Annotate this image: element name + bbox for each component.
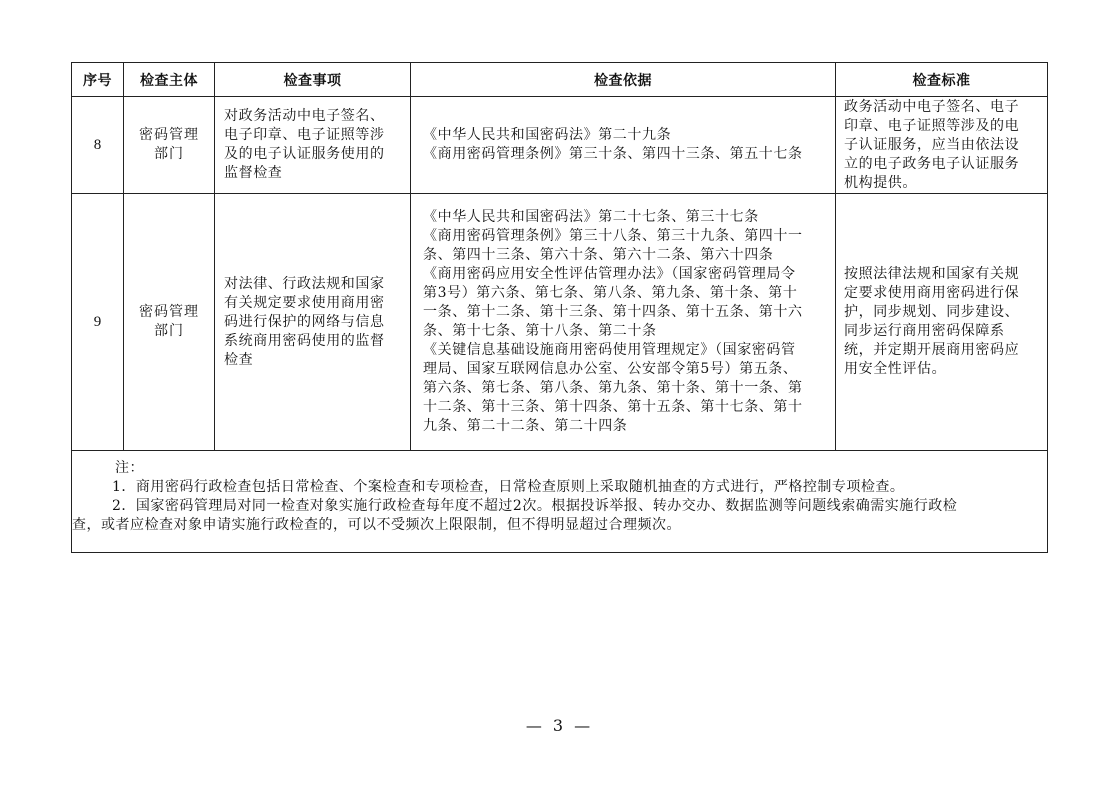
standard-line: 统，并定期开展商用密码应	[844, 342, 1020, 358]
row-subject: 密码管理部门	[139, 127, 199, 162]
note-2-line-1: 2．国家密码管理局对同一检查对象实施行政检查每年度不超过2次。根据投诉举报、转办交办、数据监测等问题线索确需实施行政检	[112, 498, 958, 514]
basis-line: 条、第十七条、第十八条、第二十条	[423, 323, 657, 339]
header-standard: 检查标准	[836, 63, 1048, 97]
basis-line: 《关键信息基础设施商用密码使用管理规定》（国家密码管	[423, 342, 796, 358]
row-seq: 9	[72, 194, 124, 451]
standard-line: 同步运行商用密码保障系	[844, 323, 1005, 339]
header-basis: 检查依据	[411, 63, 836, 97]
basis-line: 第3号）第六条、第七条、第八条、第九条、第十条、第十	[423, 285, 798, 301]
basis-line: 九条、第二十二条、第二十四条	[423, 418, 628, 434]
item-line: 监督检查	[224, 165, 283, 181]
basis-line: 《商用密码管理条例》第三十条、第四十三条、第五十七条	[423, 146, 803, 162]
standard-line: 立的电子政务电子认证服务	[844, 155, 1020, 172]
note-1: 1．商用密码行政检查包括日常检查、个案检查和专项检查，日常检查原则上采取随机抽查的方式进行，严格控制专项检查。	[112, 479, 905, 495]
notes-row	[72, 451, 1048, 553]
basis-line: 《中华人民共和国密码法》第二十九条	[423, 127, 672, 143]
row-subject: 密码管理部门	[139, 304, 199, 339]
basis-line: 十二条、第十三条、第十四条、第十五条、第十七条、第十	[423, 399, 803, 415]
standard-line: 子认证服务，应当由依法设	[844, 136, 1020, 153]
item-line: 码进行保护的网络与信息	[224, 313, 385, 330]
notes-cell	[72, 451, 1048, 553]
item-line: 及的电子认证服务使用的	[224, 146, 385, 162]
item-line: 电子印章、电子证照等涉	[224, 127, 385, 143]
basis-line: 《商用密码管理条例》第三十八条、第三十九条、第四十一	[423, 228, 803, 244]
standard-line: 用安全性评估。	[844, 361, 947, 377]
standard-line: 印章、电子证照等涉及的电	[844, 117, 1020, 134]
header-subject: 检查主体	[124, 63, 215, 97]
basis-line: 条、第四十三条、第六十条、第六十二条、第六十四条	[423, 247, 774, 263]
item-line: 检查	[224, 351, 254, 368]
table-row	[72, 97, 1048, 194]
note-2-line-2: 查，或者应检查对象申请实施行政检查的，可以不受频次上限限制，但不得明显超过合理频次。	[72, 517, 681, 533]
row-basis	[411, 97, 836, 194]
row-item	[215, 194, 411, 451]
basis-line: 第六条、第七条、第八条、第九条、第十条、第十一条、第	[423, 380, 803, 396]
basis-line: 一条、第十二条、第十三条、第十四条、第十五条、第十六	[423, 304, 803, 320]
item-line: 有关规定要求使用商用密	[224, 294, 385, 311]
item-line: 对政务活动中电子签名、	[224, 108, 385, 124]
standard-line: 定要求使用商用密码进行保	[844, 285, 1020, 301]
header-seq: 序号	[72, 63, 124, 97]
standard-line: 按照法律法规和国家有关规	[844, 266, 1020, 282]
row-standard	[836, 194, 1048, 451]
table-header-row	[72, 63, 1048, 97]
standard-line: 政务活动中电子签名、电子	[844, 98, 1020, 115]
basis-line: 理局、国家互联网信息办公室、公安部令第5号）第五条、	[423, 361, 798, 377]
header-item: 检查事项	[215, 63, 411, 97]
row-item	[215, 97, 411, 194]
notes-label: 注：	[115, 460, 144, 476]
standard-line: 护，同步规划、同步建设、	[844, 304, 1020, 320]
row-standard	[836, 97, 1048, 194]
item-line: 对法律、行政法规和国家	[224, 275, 385, 292]
row-seq: 8	[72, 97, 124, 194]
basis-line: 《中华人民共和国密码法》第二十七条、第三十七条	[423, 209, 759, 225]
row-subject-cell	[124, 97, 215, 194]
item-line: 系统商用密码使用的监督	[224, 332, 385, 349]
row-basis	[411, 194, 836, 451]
standard-line: 机构提供。	[844, 174, 917, 191]
table-row	[72, 194, 1048, 451]
page-number: — 3 —	[525, 716, 594, 735]
basis-line: 《商用密码应用安全性评估管理办法》（国家密码管理局令	[423, 266, 796, 282]
inspection-table	[71, 62, 1048, 553]
row-subject-cell	[124, 194, 215, 451]
